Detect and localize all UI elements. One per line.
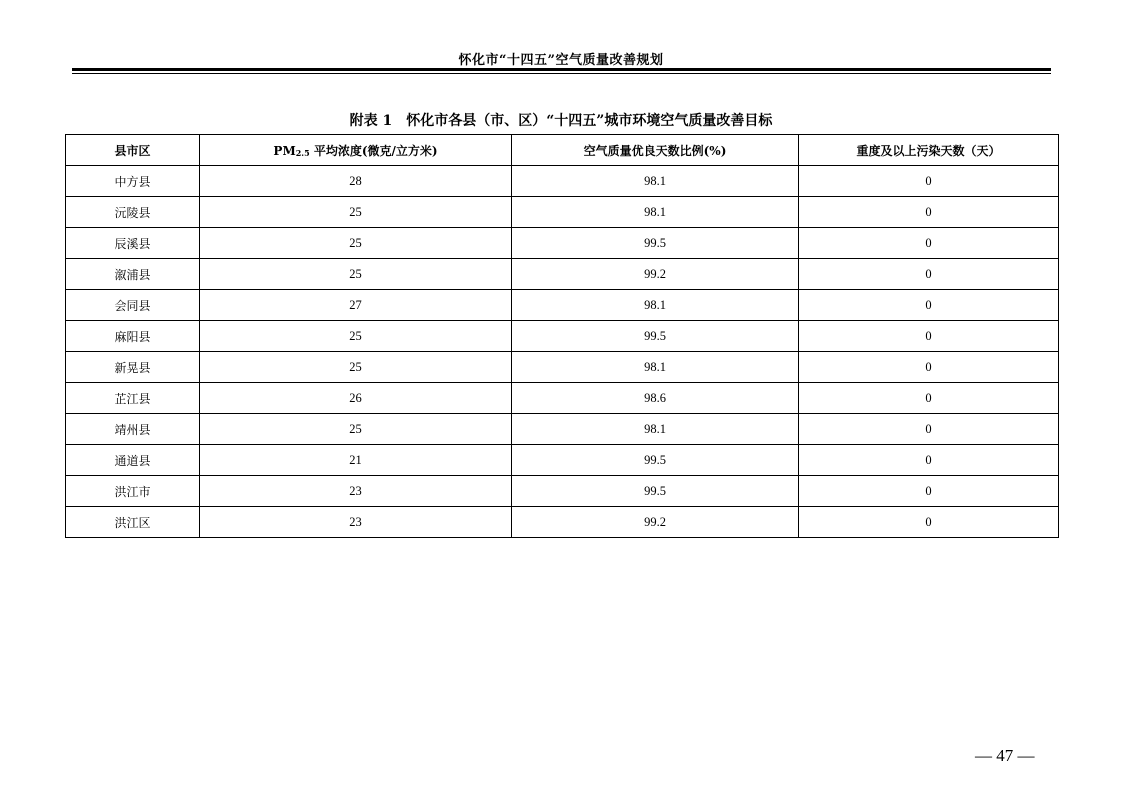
cell-good-ratio: 98.1 [512, 414, 799, 445]
cell-pollution-days: 0 [799, 166, 1059, 197]
cell-pm25: 25 [200, 352, 512, 383]
air-quality-target-table [65, 134, 1059, 538]
cell-pollution-days: 0 [799, 414, 1059, 445]
cell-good-ratio: 99.2 [512, 259, 799, 290]
running-header-title: 怀化市“十四五”空气质量改善规划 [458, 53, 664, 68]
header-pm25-suffix: 平均浓度(微克/立方米) [309, 143, 438, 158]
header-county: 县市区 [66, 135, 200, 166]
table-row [66, 290, 1059, 321]
cell-pm25: 28 [200, 166, 512, 197]
cell-pollution-days: 0 [799, 321, 1059, 352]
header-pm25-subscript: 2.5 [295, 147, 310, 158]
cell-pollution-days: 0 [799, 228, 1059, 259]
header-pm25 [200, 135, 512, 166]
table-row [66, 507, 1059, 538]
cell-good-ratio: 99.5 [512, 445, 799, 476]
table-row [66, 321, 1059, 352]
table-row [66, 228, 1059, 259]
cell-pm25: 23 [200, 476, 512, 507]
cell-county: 洪江区 [66, 507, 200, 538]
cell-pm25: 26 [200, 383, 512, 414]
header-rule-thin [72, 73, 1051, 74]
cell-pm25: 21 [200, 445, 512, 476]
header-pollution-days: 重度及以上污染天数（天） [799, 135, 1059, 166]
table-caption: 附表 1 怀化市各县（市、区）“十四五”城市环境空气质量改善目标 [349, 113, 773, 129]
page-number: — 47 — [975, 746, 1035, 765]
cell-county: 辰溪县 [66, 228, 200, 259]
cell-county: 中方县 [66, 166, 200, 197]
cell-good-ratio: 98.1 [512, 197, 799, 228]
cell-pm25: 25 [200, 228, 512, 259]
cell-good-ratio: 98.1 [512, 352, 799, 383]
cell-pollution-days: 0 [799, 352, 1059, 383]
cell-county: 靖州县 [66, 414, 200, 445]
cell-pm25: 27 [200, 290, 512, 321]
cell-good-ratio: 99.5 [512, 321, 799, 352]
cell-good-ratio: 98.6 [512, 383, 799, 414]
header-good-ratio: 空气质量优良天数比例(%) [512, 135, 799, 166]
cell-county: 麻阳县 [66, 321, 200, 352]
cell-county: 会同县 [66, 290, 200, 321]
header-rule-thick [72, 68, 1051, 71]
cell-good-ratio: 99.5 [512, 228, 799, 259]
cell-pm25: 25 [200, 197, 512, 228]
cell-county: 芷江县 [66, 383, 200, 414]
cell-county: 洪江市 [66, 476, 200, 507]
cell-pollution-days: 0 [799, 445, 1059, 476]
cell-pm25: 25 [200, 259, 512, 290]
cell-pm25: 25 [200, 414, 512, 445]
cell-county: 新晃县 [66, 352, 200, 383]
table-row [66, 476, 1059, 507]
cell-pollution-days: 0 [799, 197, 1059, 228]
table-row [66, 383, 1059, 414]
cell-county: 溆浦县 [66, 259, 200, 290]
cell-good-ratio: 99.5 [512, 476, 799, 507]
table-header-row [66, 135, 1059, 166]
cell-pm25: 25 [200, 321, 512, 352]
cell-pollution-days: 0 [799, 476, 1059, 507]
cell-good-ratio: 98.1 [512, 290, 799, 321]
cell-pollution-days: 0 [799, 259, 1059, 290]
cell-pollution-days: 0 [799, 383, 1059, 414]
cell-pollution-days: 0 [799, 290, 1059, 321]
cell-pm25: 23 [200, 507, 512, 538]
cell-good-ratio: 99.2 [512, 507, 799, 538]
table-row [66, 259, 1059, 290]
header-pm25-prefix: PM [273, 143, 296, 158]
cell-good-ratio: 98.1 [512, 166, 799, 197]
cell-pollution-days: 0 [799, 507, 1059, 538]
cell-county: 沅陵县 [66, 197, 200, 228]
table-row [66, 197, 1059, 228]
table-row [66, 445, 1059, 476]
table-row [66, 414, 1059, 445]
table-row [66, 166, 1059, 197]
table-row [66, 352, 1059, 383]
cell-county: 通道县 [66, 445, 200, 476]
